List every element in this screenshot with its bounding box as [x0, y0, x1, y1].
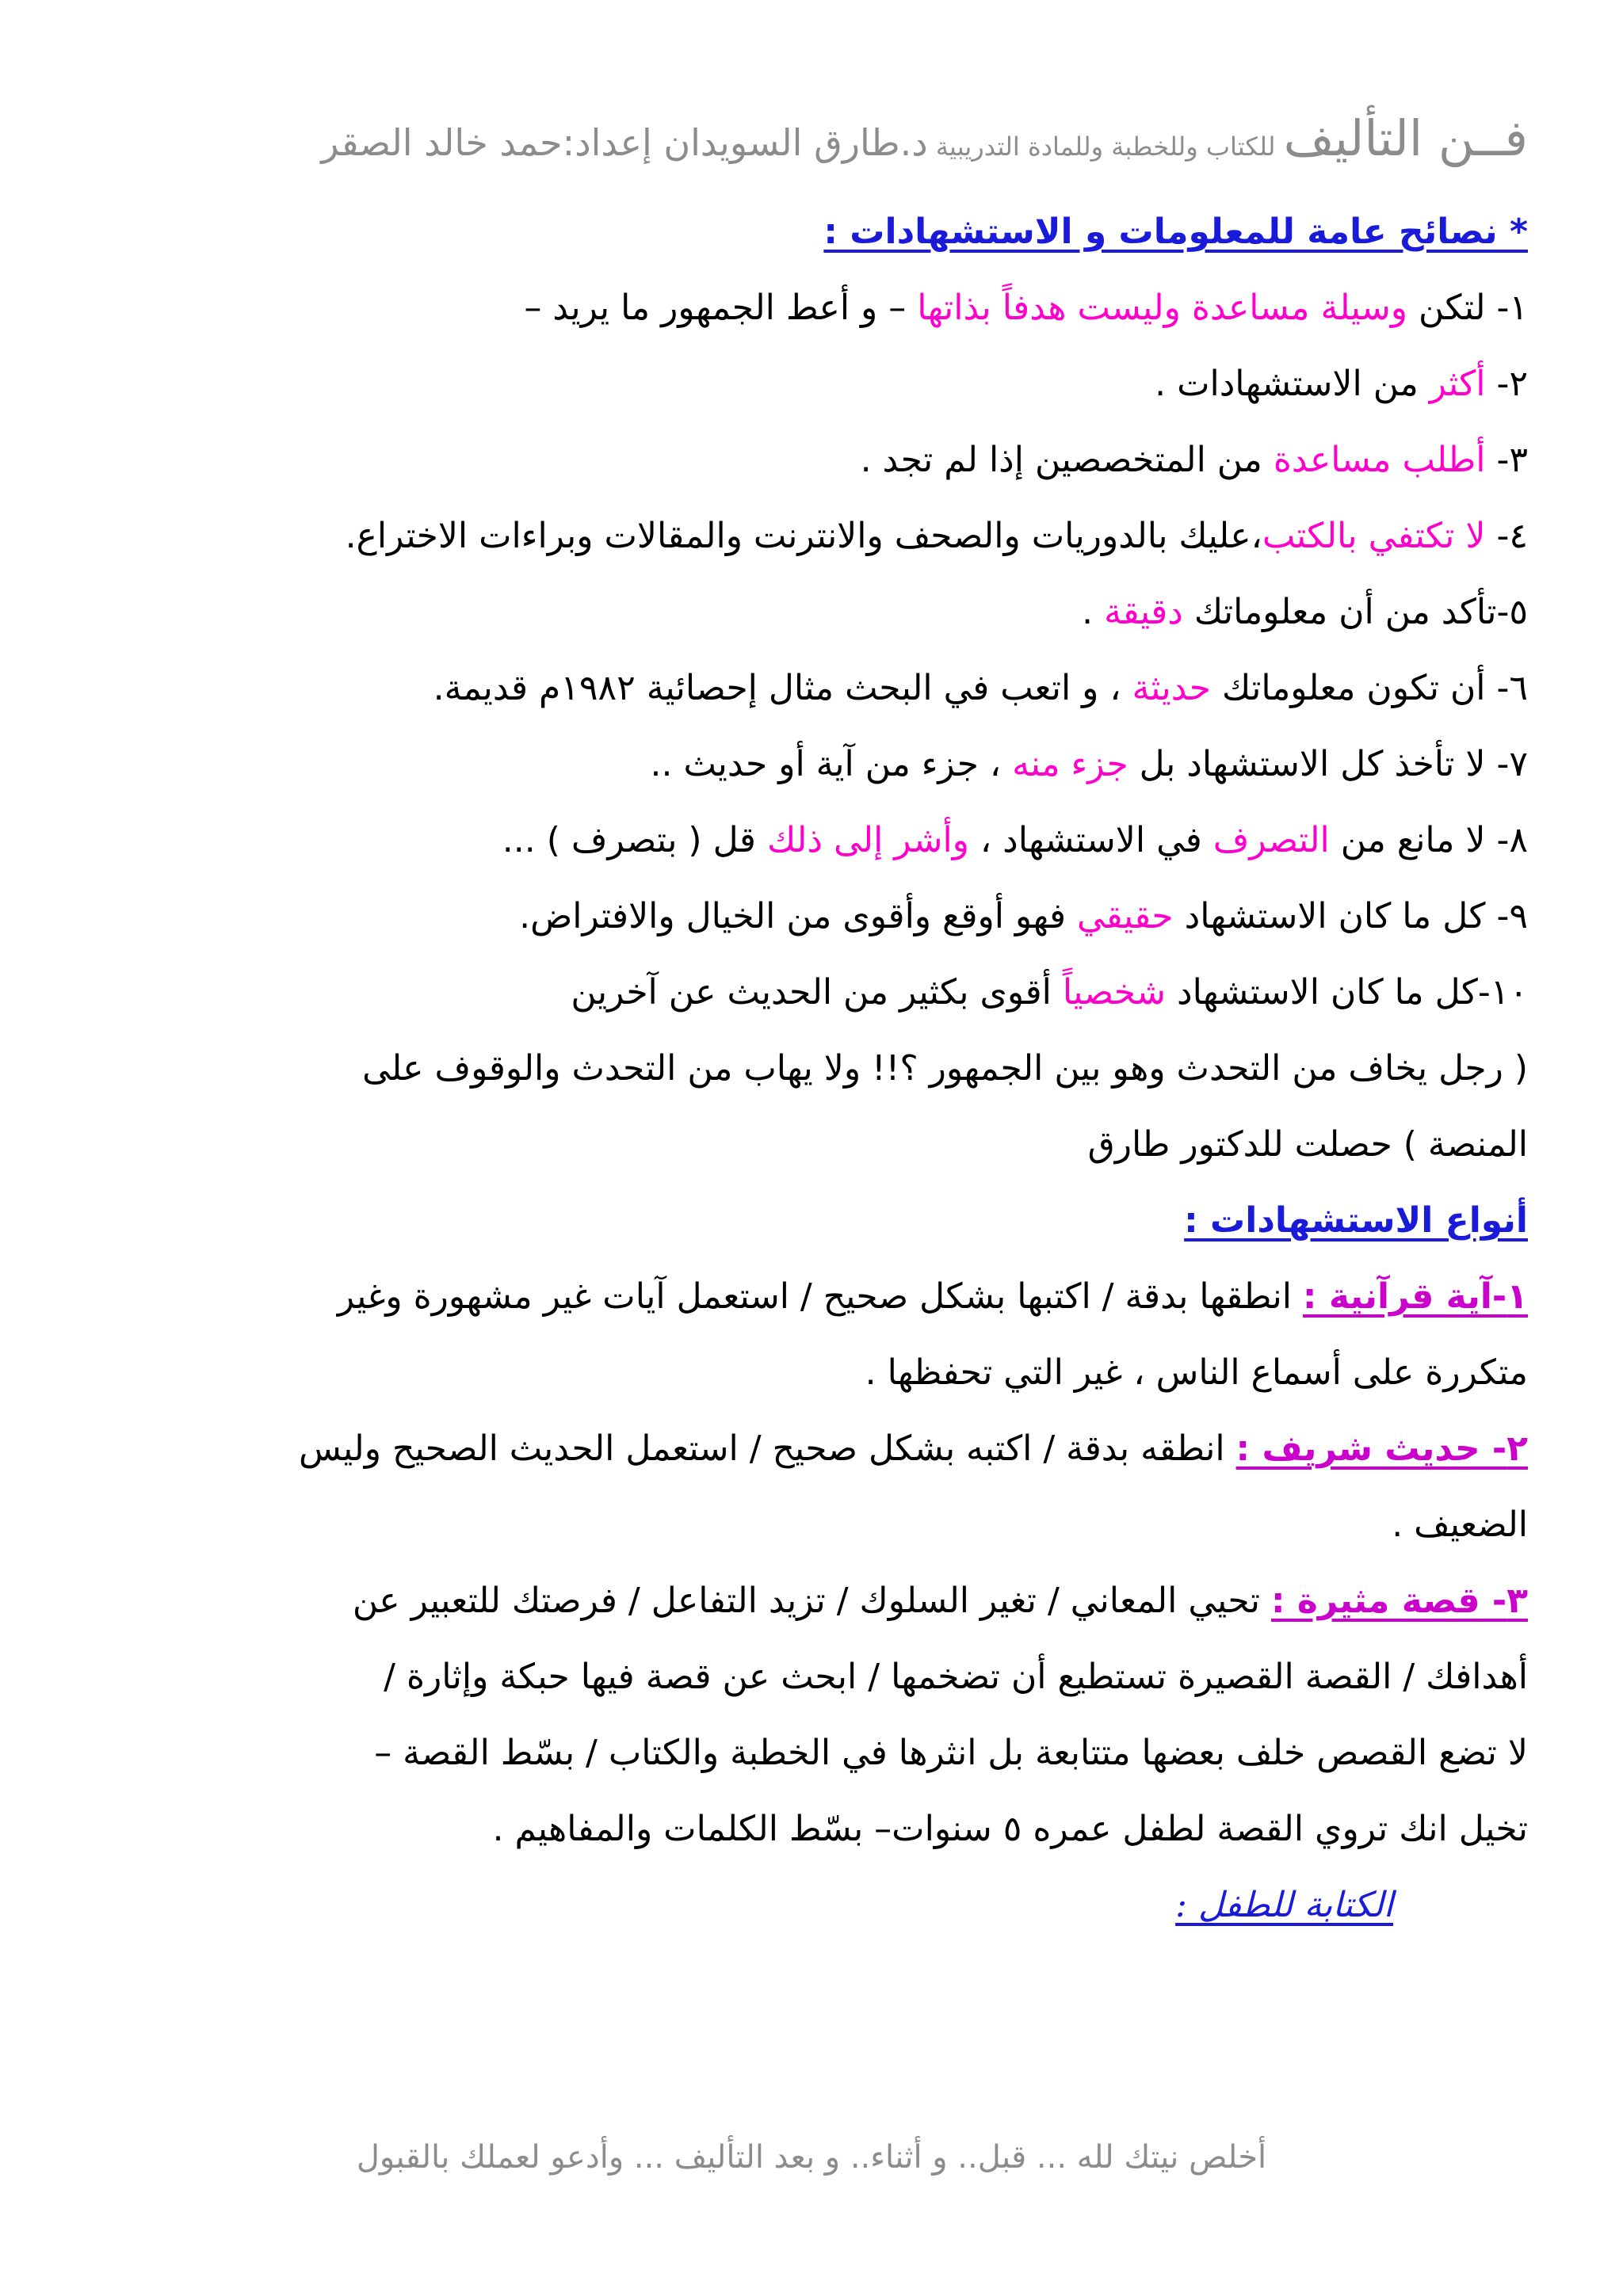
tip-note-line-1: ( رجل يخاف من التحدث وهو بين الجمهور ؟!! ولا يهاب من التحدث والوقوف على [362, 1048, 1528, 1089]
type-quran-line-1 [86, 1259, 1528, 1335]
tip-item-1 [86, 270, 1528, 346]
tip-text: ،عليك بالدوريات والصحف والانترنت والمقالات وبراءات الاختراع. [345, 516, 1262, 556]
page-header [181, 109, 1528, 167]
section-heading-tips [86, 194, 1528, 270]
tip-item-3 [86, 422, 1528, 498]
tip-highlight: وأشر إلى ذلك [766, 820, 969, 860]
tip-item-7 [86, 727, 1528, 803]
child-writing-heading: الكتابة للطفل : [1175, 1885, 1393, 1925]
tip-text: فهو أوقع وأقوى من الخيال والافتراض. [519, 896, 1077, 936]
type-hadith-label: ٢- حديث شريف : [1235, 1428, 1528, 1469]
tip-highlight: دقيقة [1104, 592, 1183, 632]
tip-highlight: حديثة [1132, 668, 1212, 708]
tip-text: قل ( بتصرف ) ... [502, 820, 767, 860]
type-story-line-3: لا تضع القصص خلف بعضها متتابعة بل انثرها في الخطبة والكتاب / بسّط القصة – [374, 1733, 1528, 1773]
tip-highlight: حقيقي [1076, 896, 1174, 936]
tip-text: ، و اتعب في البحث مثال إحصائية ١٩٨٢م قديمة. [433, 668, 1132, 708]
tip-highlight: وسيلة مساعدة وليست هدفاً بذاتها [917, 288, 1408, 328]
tip-item-6 [86, 650, 1528, 727]
type-hadith-line-2: الضعيف . [1392, 1505, 1528, 1545]
tip-text: ٥-تأكد من أن معلوماتك [1182, 592, 1528, 632]
tip-text: ٤- [1485, 516, 1528, 556]
tip-item-5 [86, 574, 1528, 650]
tip-text: ٨- لا مانع من [1329, 820, 1528, 860]
tip-highlight: جزء منه [1012, 744, 1128, 784]
header-subtitle-small: للكتاب وللخطبة وللمادة التدريبية [927, 132, 1284, 162]
tip-item-10 [86, 955, 1528, 1031]
tip-text: ، جزء من آية أو حديث .. [650, 744, 1013, 784]
heading-text: أنواع الاستشهادات : [1184, 1200, 1528, 1241]
tip-text: في الاستشهاد ، [968, 820, 1213, 860]
type-quran-line-2: متكررة على أسماع الناس ، غير التي تحفظها . [865, 1352, 1528, 1393]
tip-text: ٢- [1485, 364, 1528, 404]
tip-text: ١٠-كل ما كان الاستشهاد [1166, 972, 1528, 1013]
tip-highlight: التصرف [1212, 820, 1330, 860]
tip-text: ٧- لا تأخذ كل الاستشهاد بل [1128, 744, 1528, 784]
tip-text: من المتخصصين إذا لم تجد . [860, 440, 1274, 480]
child-writing-heading-row [86, 1867, 1528, 1943]
type-hadith-line-1 [86, 1411, 1528, 1487]
tip-item-8 [86, 803, 1528, 879]
tip-item-4 [86, 498, 1528, 574]
tip-highlight: شخصياً [1062, 972, 1166, 1013]
tip-text: ١- لتكن [1407, 288, 1528, 328]
tip-item-9 [86, 879, 1528, 955]
tip-text: أقوى بكثير من الحديث عن آخرين [571, 972, 1063, 1013]
type-story-line-4: تخيل انك تروي القصة لطفل عمره ٥ سنوات– بسّط الكلمات والمفاهيم . [492, 1809, 1528, 1849]
tip-text: ٣- [1485, 440, 1528, 480]
type-text: تحيي المعاني / تغير السلوك / تزيد التفاعل / فرصتك للتعبير عن [352, 1581, 1271, 1621]
type-quran-label: ١-آية قرآنية : [1302, 1276, 1528, 1317]
type-story-line-2: أهدافك / القصة القصيرة تستطيع أن تضخمها / ابحث عن قصة فيها حبكة وإثارة / [384, 1657, 1528, 1697]
type-text: انطقها بدقة / اكتبها بشكل صحيح / استعمل آيات غير مشهورة وغير [337, 1276, 1303, 1317]
page-content [86, 194, 1528, 1943]
tip-item-2 [86, 346, 1528, 422]
tip-text: ٩- كل ما كان الاستشهاد [1173, 896, 1528, 936]
tip-highlight: لا تكتفي بالكتب [1262, 516, 1486, 556]
heading-text: * نصائح عامة للمعلومات و الاستشهادات : [823, 212, 1528, 252]
section-heading-types [86, 1183, 1528, 1259]
header-subtitle-main: د.طارق السويدان إعداد:حمد خالد الصقر [321, 121, 928, 164]
tip-text: – و أعط الجمهور ما يريد – [524, 288, 918, 328]
tip-highlight: أطلب مساعدة [1273, 440, 1486, 480]
type-story-line-1 [86, 1563, 1528, 1639]
type-story-label: ٣- قصة مثيرة : [1270, 1581, 1528, 1621]
tip-text: ٦- أن تكون معلوماتك [1211, 668, 1528, 708]
header-title: فــن التأليف [1283, 109, 1528, 167]
tip-text: . [1082, 592, 1105, 632]
type-text: انطقه بدقة / اكتبه بشكل صحيح / استعمل الحديث الصحيح وليس [298, 1428, 1236, 1469]
tip-text: من الاستشهادات . [1155, 364, 1430, 404]
page-footer: أخلص نيتك لله ... قبل.. و أثناء.. و بعد التأليف ... وأدعو لعملك بالقبول [356, 2139, 1267, 2176]
tip-note-line-2: المنصة ) حصلت للدكتور طارق [1087, 1124, 1528, 1165]
tip-highlight: أكثر [1429, 364, 1486, 404]
